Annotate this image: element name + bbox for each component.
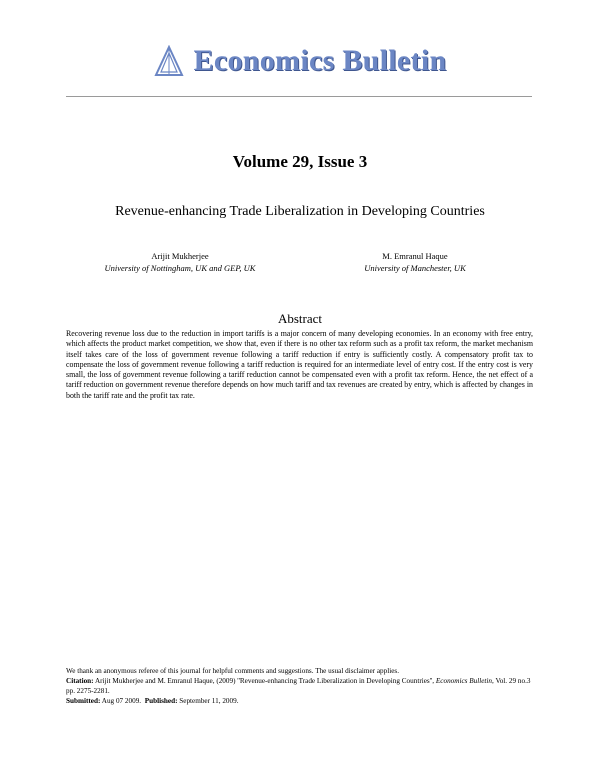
submitted-label: Submitted:	[66, 697, 101, 705]
author-2	[300, 250, 530, 274]
author-affiliation: University of Manchester, UK	[364, 263, 466, 273]
abstract-heading: Abstract	[277, 311, 323, 326]
journal-name: Economics Bulletin	[193, 44, 447, 77]
submitted-date: Aug 07 2009.	[101, 697, 142, 705]
author-affiliation: University of Nottingham, UK and GEP, UK	[104, 263, 256, 273]
citation	[66, 676, 533, 696]
triangle-logo-icon	[154, 45, 184, 77]
paper-title: Revenue-enhancing Trade Liberalization in Developing Countries	[115, 204, 485, 219]
citation-tail: , Vol. 29 no.3 pp. 2275-2281.	[66, 677, 531, 695]
submission-dates	[66, 696, 533, 706]
author-name: Arijit Mukherjee	[151, 251, 209, 261]
header-rule	[66, 96, 532, 97]
abstract-text: Recovering revenue loss due to the reduction in import tariffs is a major concern of many developing economies. In an economy with free entry, which affects the product market competition, we show that, even if there is no other tax reform such as a profit tax reform, the market mechanism itself takes care of the loss of government revenue following a tariff reduction if entry is sufficiently costly. A compensatory profit tax to compensate the loss of government revenue following a tariff reduction is required for an intermediate level of entry cost. If the entry cost is very small, the loss of government revenue following a tariff reduction cannot be compensated even with a profit tax reform. Hence, the net effect of a tariff reduction on government revenue therefore depends on how much tariff and tax revenues are created by entry, which is affected by changes in both the tariff rate and the profit tax rate.	[66, 329, 533, 400]
citation-label: Citation:	[66, 677, 94, 685]
journal-masthead	[0, 44, 600, 96]
citation-journal: Economics Bulletin	[435, 677, 492, 685]
published-label: Published:	[144, 697, 178, 705]
citation-text: Arijit Mukherjee and M. Emranul Haque, (2009) ''Revenue-enhancing Trade Liberalization in Developing Countries'',	[94, 677, 435, 685]
author-name: M. Emranul Haque	[382, 251, 448, 261]
published-date: September 11, 2009.	[179, 697, 239, 705]
volume-issue: Volume 29, Issue 3	[232, 152, 368, 171]
author-1	[65, 250, 295, 274]
footnote	[66, 666, 533, 706]
acknowledgement: We thank an anonymous referee of this journal for helpful comments and suggestions. The usual disclaimer applies.	[66, 667, 400, 675]
